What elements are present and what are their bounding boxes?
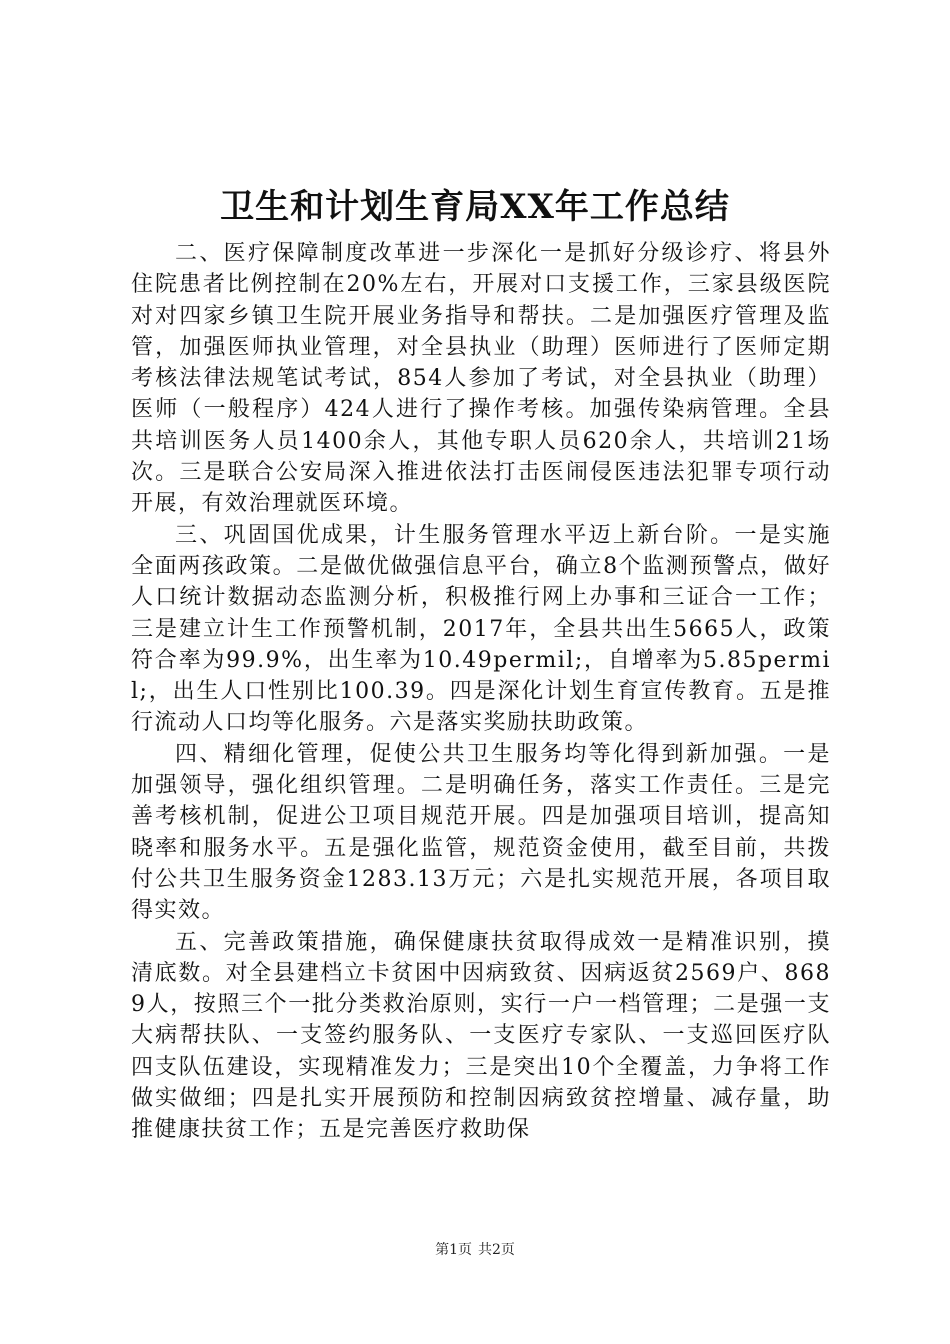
document-body — [131, 238, 831, 1146]
document-title: 卫生和计划生育局XX年工作总结 — [220, 187, 730, 227]
paragraph-family-planning: 三、巩固国优成果，计生服务管理水平迈上新台阶。一是实施全面两孩政策。二是做优做强信息平台，确立8个监测预警点，做好人口统计数据动态监测分析，积极推行网上办事和三证合一工作；三是建立计生工作预警机制，2017年，全县共出生5665人，政策符合率为99.9%，出生率为10.49permil;，自增率为5.85permil;，出生人口性别比100.39。四是深化计划生育宣传教育。五是推行流动人口均等化服务。六是落实奖励扶助政策。 — [131, 522, 831, 736]
page-number: 第1页 — [435, 1242, 472, 1258]
page-count: 共2页 — [478, 1242, 515, 1258]
paragraph-poverty-alleviation: 五、完善政策措施，确保健康扶贫取得成效一是精准识别，摸清底数。对全县建档立卡贫困中因病致贫、因病返贫2569户、8689人，按照三个一批分类救治原则，实行一户一档管理；二是强一支大病帮扶队、一支签约服务队、一支医疗专家队、一支巡回医疗队四支队伍建设，实现精准发力；三是突出10个全覆盖，力争将工作做实做细；四是扎实开展预防和控制因病致贫控增量、减存量，助推健康扶贫工作；五是完善医疗救助保 — [131, 929, 831, 1143]
paragraph-medical-security: 二、医疗保障制度改革进一步深化一是抓好分级诊疗、将县外住院患者比例控制在20%左右，开展对口支援工作，三家县级医院对对四家乡镇卫生院开展业务指导和帮扶。二是加强医疗管理及监管，加强医师执业管理，对全县执业（助理）医师进行了医师定期考核法律法规笔试考试，854人参加了考试，对全县执业（助理）医师（一般程序）424人进行了操作考核。加强传染病管理。全县共培训医务人员1400余人，其他专职人员620余人，共培训21场次。三是联合公安局深入推进依法打击医闹侵医违法犯罪专项行动开展，有效治理就医环境。 — [131, 241, 831, 517]
page-footer — [0, 1240, 950, 1260]
paragraph-public-health: 四、精细化管理，促使公共卫生服务均等化得到新加强。一是加强领导，强化组织管理。二是明确任务，落实工作责任。三是完善考核机制，促进公卫项目规范开展。四是加强项目培训，提高知晓率和服务水平。五是强化监管，规范资金使用，截至目前，共拨付公共卫生服务资金1283.13万元；六是扎实规范开展，各项目取得实效。 — [131, 741, 831, 924]
